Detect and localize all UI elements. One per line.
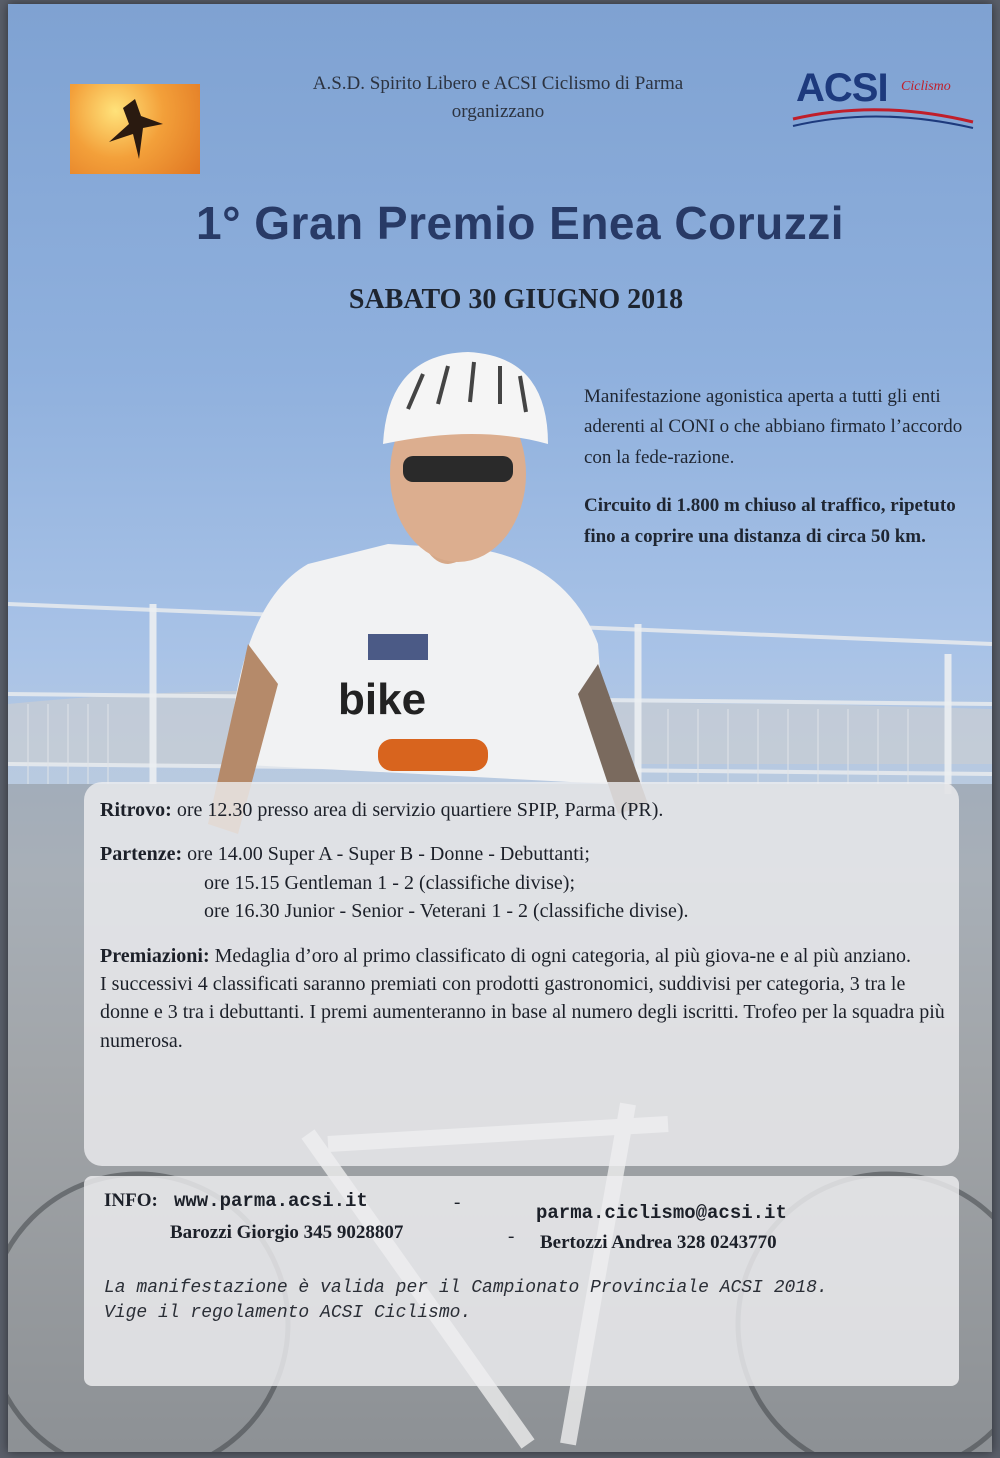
premiazioni-text: Medaglia d’oro al primo classificato di ogni categoria, al più giova-ne e al più anziano. [209,944,912,967]
email-link[interactable]: parma.ciclismo@acsi.it [536,1202,787,1224]
ritrovo-label: Ritrovo: [100,799,172,821]
partenze-section [100,840,945,925]
organizer-block [228,70,768,125]
partenze-line-1: ore 14.00 Super A - Super B - Donne - Debuttanti; [182,843,590,866]
info-separator-2: - [508,1226,515,1247]
contact-bertozzi: Bertozzi Andrea 328 0243770 [540,1232,777,1253]
organizer-verb: organizzano [451,100,545,122]
eagle-icon [105,94,165,164]
contact-barozzi: Barozzi Giorgio 345 9028807 [170,1222,404,1243]
intro-paragraph: Manifestazione agonistica aperta a tutti gli enti aderenti al CONI o che abbiano firmato l’accordo con la fede-razione. [584,386,963,468]
circuit-description: Circuito di 1.800 m chiuso al traffico, ripetuto fino a coprire una distanza di circa 50 km. [584,495,956,547]
premiazioni-label: Premiazioni: [100,944,210,967]
event-date: SABATO 30 GIUGNO 2018 [348,284,684,315]
partenze-line-3: ore 16.30 Junior - Senior - Veterani 1 - 2 (classifiche divise). [204,900,689,923]
info-label: INFO: [104,1190,158,1211]
svg-text:bike: bike [338,675,427,724]
note-line-2: Vige il regolamento ACSI Ciclismo. [104,1303,472,1324]
spirito-libero-logo [70,84,200,174]
info-separator: - [454,1192,461,1213]
championship-note [104,1276,934,1326]
organizer-names: A.S.D. Spirito Libero e ACSI Ciclismo di Parma [312,73,684,94]
event-title: 1° Gran Premio Enea Coruzzi [196,197,844,249]
event-intro [584,382,964,570]
partenze-line-2: ore 15.15 Gentleman 1 - 2 (classifiche divise); [204,871,575,894]
premiazioni-section [100,942,945,1056]
website-link[interactable]: www.parma.acsi.it [174,1190,368,1212]
info-box [84,1176,959,1386]
partenze-label: Partenze: [100,843,183,866]
event-poster [8,4,992,1452]
ritrovo-section [100,796,945,824]
acsi-logo-subtext: Ciclismo [901,79,951,94]
note-line-1: La manifestazione è valida per il Campionato Provinciale ACSI 2018. [104,1278,828,1298]
event-details-box [84,782,959,1166]
premiazioni-text-2: I successivi 4 classificati saranno premiati con prodotti gastronomici, suddivisi per categoria, 3 tra le donne e 3 tra i debuttanti. I premi aumenteranno in base al numero degli iscritti. Trofeo per la squadra più numerosa. [100,972,945,1052]
acsi-logo-text: ACSI [796,66,888,110]
ritrovo-text: ore 12.30 presso area di servizio quartiere SPIP, Parma (PR). [171,799,664,821]
